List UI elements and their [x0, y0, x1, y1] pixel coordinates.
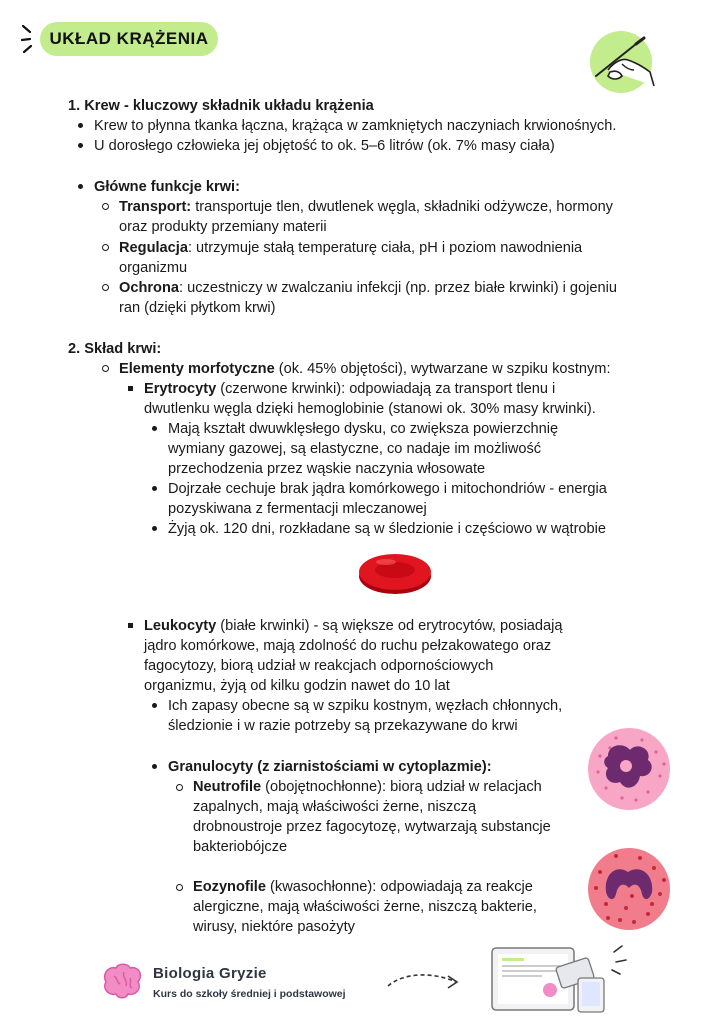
bullet	[78, 184, 83, 189]
list-item-cont: ran (dzięki płytkom krwi)	[119, 300, 276, 316]
devices-icon	[488, 942, 636, 1016]
list-item: Elementy morfotyczne (ok. 45% objętości), wytwarzane w szpiku kostnym:	[119, 361, 611, 377]
bullet	[152, 526, 157, 531]
list-item-cont: drobnoustroje przez fagocytozę, wytwarzają substancje	[193, 819, 551, 835]
footer-brand: Biologia Gryzie	[153, 965, 267, 982]
bullet	[78, 143, 83, 148]
bullet	[152, 703, 157, 708]
bullet	[102, 244, 109, 251]
bullet	[176, 884, 183, 891]
list-item-cont: śledzionie i w razie potrzeby są przekazywane do krwi	[168, 718, 518, 734]
list-item-cont: wirusy, niektóre pasożyty	[193, 919, 355, 935]
granulocytes-title: Granulocyty (z ziarnistościami w cytoplazmie):	[168, 759, 492, 775]
list-item-cont: oraz produkty przemiany materii	[119, 219, 327, 235]
bullet	[152, 486, 157, 491]
bullet	[128, 623, 133, 628]
bullet	[78, 123, 83, 128]
list-item-cont: pozyskiwana z fermentacji mleczanowej	[168, 501, 427, 517]
page-title: UKŁAD KRĄŻENIA	[40, 22, 218, 56]
list-item: Krew to płynna tkanka łączna, krążąca w zamkniętych naczyniach krwionośnych.	[94, 118, 617, 134]
functions-title: Główne funkcje krwi:	[94, 179, 240, 195]
list-item-cont: dwutlenku węgla dzięki hemoglobinie (stanowi ok. 30% masy krwinki).	[144, 401, 596, 417]
list-item-cont: organizmu, żyją od kilku godzin nawet do 10 lat	[144, 678, 450, 694]
bullet	[102, 365, 109, 372]
list-item-cont: bakteriobójcze	[193, 839, 288, 855]
list-item: Mają kształt dwuwklęsłego dysku, co zwiększa powierzchnię	[168, 421, 559, 437]
list-item: Ich zapasy obecne są w szpiku kostnym, węzłach chłonnych,	[168, 698, 563, 714]
list-item: Dojrzałe cechuje brak jądra komórkowego i mitochondriów - energia	[168, 481, 607, 497]
bullet	[128, 386, 133, 391]
list-item-cont: zapalnych, mają właściwości żerne, niszczą	[193, 799, 477, 815]
list-item-cont: przechodzenia przez wąskie naczynia włosowate	[168, 461, 486, 477]
footer-subtitle: Kurs do szkoły średniej i podstawowej	[153, 988, 346, 1000]
neutrophil-icon	[586, 726, 672, 812]
bullet	[152, 764, 157, 769]
eosinophil-icon	[586, 846, 672, 932]
section-1-title: 1. Krew - kluczowy składnik układu krążenia	[68, 98, 374, 114]
red-blood-cell-icon	[356, 548, 434, 598]
sparkle-icon	[20, 22, 42, 56]
section-2-title: 2. Skład krwi:	[68, 341, 162, 357]
list-item-cont: fagocytozy, biorą udział w reakcjach odpornościowych	[144, 658, 494, 674]
list-item-cont: alergiczne, mają właściwości żerne, niszczą bakterie,	[193, 899, 537, 915]
list-item: U dorosłego człowieka jej objętość to ok. 5–6 litrów (ok. 7% masy ciała)	[94, 138, 555, 154]
list-item: Ochrona: uczestniczy w zwalczaniu infekcji (np. przez białe krwinki) i gojeniu	[119, 280, 617, 296]
hand-writing-icon	[588, 26, 658, 96]
list-item: Regulacja: utrzymuje stałą temperaturę ciała, pH i poziom nawodnienia	[119, 240, 583, 256]
list-item-cont: jądro komórkowe, mają zdolność do ruchu pełzakowatego oraz	[144, 638, 552, 654]
list-item: Transport: transportuje tlen, dwutlenek węgla, składniki odżywcze, hormony	[119, 199, 613, 215]
bullet	[102, 284, 109, 291]
list-item: Żyją ok. 120 dni, rozkładane są w śledzionie i częściowo w wątrobie	[168, 521, 607, 537]
brain-logo-icon	[100, 962, 144, 1000]
list-item-cont: organizmu	[119, 260, 188, 276]
list-item: Neutrofile (obojętnochłonne): biorą udział w relacjach	[193, 779, 542, 795]
list-item: Erytrocyty (czerwone krwinki): odpowiadają za transport tlenu i	[144, 381, 556, 397]
bullet	[152, 426, 157, 431]
list-item: Leukocyty (białe krwinki) - są większe od erytrocytów, posiadają	[144, 618, 563, 634]
list-item: Eozynofile (kwasochłonne): odpowiadają za reakcje	[193, 879, 533, 895]
list-item-cont: wymiany gazowej, są elastyczne, co nadaje im możliwość	[168, 441, 542, 457]
bullet	[102, 203, 109, 210]
arrow-icon	[384, 968, 464, 998]
bullet	[176, 784, 183, 791]
